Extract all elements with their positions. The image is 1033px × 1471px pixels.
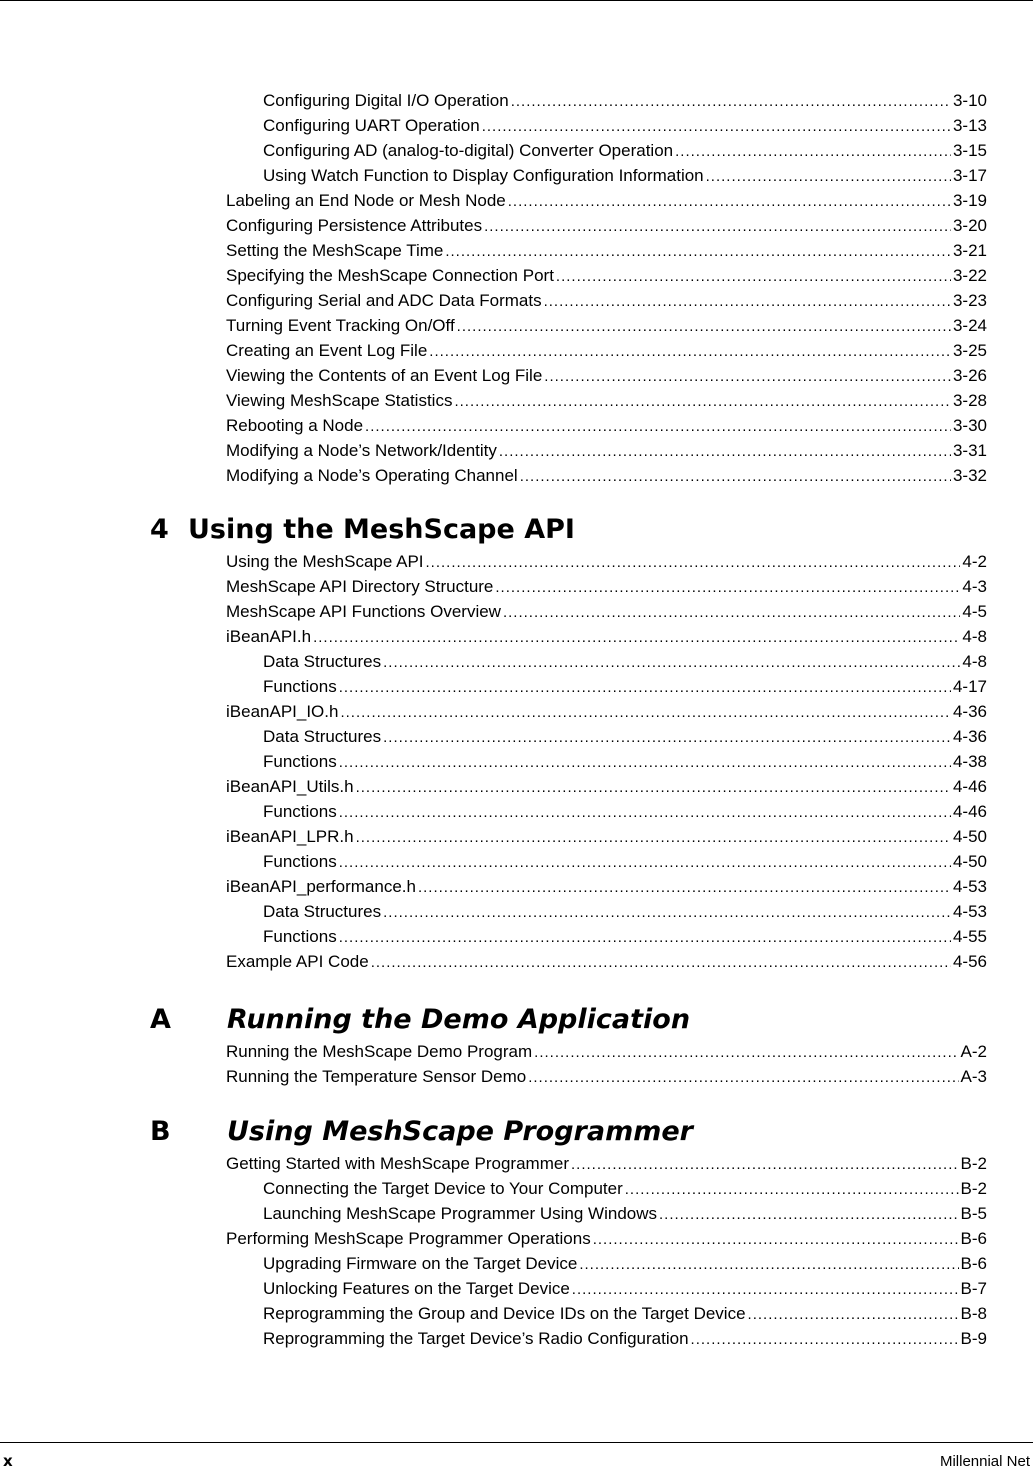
- toc-entry[interactable]: [263, 163, 987, 188]
- toc-entry-title: Performing MeshScape Programmer Operations: [226, 1229, 591, 1248]
- footer-rule: [0, 1442, 1033, 1443]
- toc-entry-page: A-3: [960, 1067, 987, 1086]
- toc-entry[interactable]: [263, 1176, 987, 1201]
- dot-leader: [426, 550, 961, 575]
- toc-entry-page: B-7: [960, 1279, 987, 1298]
- toc-entry-title: Functions: [263, 752, 337, 771]
- toc-entry-page: 4-50: [952, 827, 987, 846]
- toc-entry-page: 3-21: [952, 241, 987, 260]
- toc-entry-title: Modifying a Node’s Network/Identity: [226, 441, 497, 460]
- toc-entry[interactable]: [226, 949, 987, 974]
- dot-leader: [339, 675, 951, 700]
- dot-leader: [356, 825, 951, 850]
- toc-entry-title: Turning Event Tracking On/Off: [226, 316, 455, 335]
- toc-entry-title: iBeanAPI_LPR.h: [226, 827, 354, 846]
- dot-leader: [383, 900, 951, 925]
- toc-entry[interactable]: [226, 363, 987, 388]
- dot-leader: [499, 439, 951, 464]
- dot-leader: [571, 1152, 959, 1177]
- toc-entry-title: Running the Temperature Sensor Demo: [226, 1067, 527, 1086]
- toc-entry-page: 3-26: [952, 366, 987, 385]
- toc-entry-title: Specifying the MeshScape Connection Port: [226, 266, 554, 285]
- dot-leader: [454, 389, 951, 414]
- dot-leader: [484, 214, 951, 239]
- toc-entry[interactable]: [263, 899, 987, 924]
- toc-entry[interactable]: [263, 649, 987, 674]
- dot-leader: [339, 925, 951, 950]
- toc-entry[interactable]: [263, 799, 987, 824]
- chapter-title: Using MeshScape Programmer: [227, 1116, 693, 1147]
- toc-entry-page: 4-53: [952, 877, 987, 896]
- toc-entry-page: B-8: [960, 1304, 987, 1323]
- toc-entry-page: 4-56: [952, 952, 987, 971]
- dot-leader: [528, 1065, 958, 1090]
- dot-leader: [534, 1040, 958, 1065]
- dot-leader: [625, 1177, 959, 1202]
- dot-leader: [365, 414, 951, 439]
- dot-leader: [482, 114, 951, 139]
- toc-entry-page: 4-53: [952, 902, 987, 921]
- chapter-number: 4: [150, 514, 169, 545]
- dot-leader: [340, 700, 951, 725]
- toc-entry-page: B-2: [960, 1154, 987, 1173]
- dot-leader: [503, 600, 960, 625]
- chapter-title: Using the MeshScape API: [188, 514, 575, 545]
- dot-leader: [579, 1252, 958, 1277]
- toc-entry-title: Connecting the Target Device to Your Computer: [263, 1179, 623, 1198]
- dot-leader: [429, 339, 951, 364]
- toc-entry-page: 3-13: [952, 116, 987, 135]
- toc-entry[interactable]: [263, 1326, 987, 1351]
- toc-entry-title: Getting Started with MeshScape Programmer: [226, 1154, 569, 1173]
- toc-entry-title: Functions: [263, 677, 337, 696]
- toc-entry[interactable]: [263, 113, 987, 138]
- toc-entry[interactable]: [226, 188, 987, 213]
- toc-entry-page: 4-2: [962, 552, 987, 571]
- toc-entry-page: A-2: [960, 1042, 987, 1061]
- toc-entry-page: 4-8: [962, 652, 987, 671]
- chapter-number: B: [150, 1116, 171, 1147]
- toc-entry-title: Creating an Event Log File: [226, 341, 428, 360]
- toc-entry-page: 4-55: [952, 927, 987, 946]
- toc-entry[interactable]: [226, 599, 987, 624]
- toc-entry-page: 3-24: [952, 316, 987, 335]
- dot-leader: [383, 650, 960, 675]
- toc-entry-title: Example API Code: [226, 952, 369, 971]
- dot-leader: [593, 1227, 959, 1252]
- toc-entry[interactable]: [226, 438, 987, 463]
- toc-entry[interactable]: [263, 138, 987, 163]
- toc-entry-page: 3-25: [952, 341, 987, 360]
- toc-entry-page: 3-28: [952, 391, 987, 410]
- toc-entry-page: 3-15: [952, 141, 987, 160]
- toc-entry-page: 3-32: [952, 466, 987, 485]
- toc-entry-page: 3-23: [952, 291, 987, 310]
- toc-entry-title: Using the MeshScape API: [226, 552, 424, 571]
- toc-entry[interactable]: [263, 924, 987, 949]
- dot-leader: [706, 164, 951, 189]
- dot-leader: [748, 1302, 959, 1327]
- chapter-title: Running the Demo Application: [227, 1004, 691, 1035]
- toc-entry[interactable]: [226, 774, 987, 799]
- toc-entry[interactable]: [226, 313, 987, 338]
- toc-entry-title: Functions: [263, 852, 337, 871]
- dot-leader: [495, 575, 960, 600]
- toc-entry-title: Configuring AD (analog-to-digital) Converter Operation: [263, 141, 674, 160]
- chapter-number: A: [150, 1004, 171, 1035]
- toc-entry-page: 3-31: [952, 441, 987, 460]
- toc-entry-title: Using Watch Function to Display Configuration Information: [263, 166, 704, 185]
- dot-leader: [445, 239, 951, 264]
- toc-entry-title: Unlocking Features on the Target Device: [263, 1279, 570, 1298]
- toc-entry-page: 3-17: [952, 166, 987, 185]
- dot-leader: [457, 314, 951, 339]
- dot-leader: [339, 750, 951, 775]
- dot-leader: [339, 800, 951, 825]
- toc-entry-title: MeshScape API Directory Structure: [226, 577, 494, 596]
- toc-entry-page: 4-17: [952, 677, 987, 696]
- toc-entry-page: 3-10: [952, 91, 987, 110]
- toc-entry-page: B-9: [960, 1329, 987, 1348]
- toc-entry-title: Data Structures: [263, 902, 382, 921]
- toc-entry[interactable]: [226, 1039, 987, 1064]
- toc-entry-title: Functions: [263, 802, 337, 821]
- toc-entry[interactable]: [263, 1251, 987, 1276]
- toc-entry[interactable]: [263, 88, 987, 113]
- toc-entry-page: 4-46: [952, 777, 987, 796]
- toc-entry-title: iBeanAPI_performance.h: [226, 877, 416, 896]
- toc-entry-title: Configuring Persistence Attributes: [226, 216, 483, 235]
- toc-entry-title: Configuring Serial and ADC Data Formats: [226, 291, 542, 310]
- toc-entry-page: B-6: [960, 1254, 987, 1273]
- toc-entry-page: 3-20: [952, 216, 987, 235]
- toc-entry[interactable]: [226, 1064, 987, 1089]
- toc-entry-title: Configuring UART Operation: [263, 116, 480, 135]
- toc-entry-title: iBeanAPI_Utils.h: [226, 777, 354, 796]
- toc-entry-title: Labeling an End Node or Mesh Node: [226, 191, 506, 210]
- toc-entry-title: Data Structures: [263, 727, 382, 746]
- toc-entry-page: 4-5: [962, 602, 987, 621]
- dot-leader: [418, 875, 951, 900]
- toc-entry-title: iBeanAPI.h: [226, 627, 312, 646]
- toc-entry[interactable]: [226, 549, 987, 574]
- dot-leader: [371, 950, 951, 975]
- dot-leader: [339, 850, 951, 875]
- dot-leader: [520, 464, 951, 489]
- toc-entry-page: 4-8: [962, 627, 987, 646]
- dot-leader: [383, 725, 951, 750]
- toc-entry-title: Rebooting a Node: [226, 416, 364, 435]
- toc-entry-title: Functions: [263, 927, 337, 946]
- toc-entry-title: Viewing the Contents of an Event Log File: [226, 366, 543, 385]
- dot-leader: [313, 625, 960, 650]
- dot-leader: [675, 139, 951, 164]
- toc-entry-title: Configuring Digital I/O Operation: [263, 91, 509, 110]
- toc-entry[interactable]: [263, 1276, 987, 1301]
- toc-entry-title: Data Structures: [263, 652, 382, 671]
- toc-entry[interactable]: [226, 213, 987, 238]
- toc-entry-title: Launching MeshScape Programmer Using Windows: [263, 1204, 658, 1223]
- toc-entry-page: 4-50: [952, 852, 987, 871]
- dot-leader: [544, 364, 951, 389]
- toc-entry[interactable]: [226, 624, 987, 649]
- dot-leader: [508, 189, 951, 214]
- toc-entry-page: 4-38: [952, 752, 987, 771]
- toc-entry-page: B-6: [960, 1229, 987, 1248]
- dot-leader: [556, 264, 951, 289]
- toc-entry[interactable]: [263, 749, 987, 774]
- toc-entry-page: 4-46: [952, 802, 987, 821]
- dot-leader: [511, 89, 951, 114]
- toc-entry-title: Reprogramming the Group and Device IDs on the Target Device: [263, 1304, 746, 1323]
- toc-entry[interactable]: [226, 699, 987, 724]
- toc-entry-page: 3-22: [952, 266, 987, 285]
- toc-entry-page: 4-36: [952, 727, 987, 746]
- toc-entry[interactable]: [226, 338, 987, 363]
- toc-entry[interactable]: [226, 413, 987, 438]
- toc-entry[interactable]: [263, 724, 987, 749]
- toc-entry[interactable]: [263, 1201, 987, 1226]
- footer-page-number: x: [3, 1452, 13, 1470]
- toc-entry-title: Upgrading Firmware on the Target Device: [263, 1254, 578, 1273]
- top-rule: [0, 0, 1033, 1]
- dot-leader: [659, 1202, 959, 1227]
- toc-entry-page: B-5: [960, 1204, 987, 1223]
- toc-entry[interactable]: [226, 574, 987, 599]
- toc-entry-title: MeshScape API Functions Overview: [226, 602, 501, 621]
- toc-entry-title: Modifying a Node’s Operating Channel: [226, 466, 518, 485]
- toc-entry-title: Setting the MeshScape Time: [226, 241, 444, 260]
- toc-entry-page: 3-19: [952, 191, 987, 210]
- toc-entry-title: Reprogramming the Target Device’s Radio Configuration: [263, 1329, 689, 1348]
- toc-entry[interactable]: [263, 1301, 987, 1326]
- dot-leader: [544, 289, 951, 314]
- toc-entry[interactable]: [226, 288, 987, 313]
- dot-leader: [356, 775, 951, 800]
- toc-entry[interactable]: [226, 824, 987, 849]
- toc-entry[interactable]: [226, 238, 987, 263]
- toc-entry-title: Running the MeshScape Demo Program: [226, 1042, 533, 1061]
- toc-entry-title: iBeanAPI_IO.h: [226, 702, 339, 721]
- footer-company: Millennial Net: [939, 1453, 1030, 1470]
- toc-entry-title: Viewing MeshScape Statistics: [226, 391, 453, 410]
- toc-entry[interactable]: [263, 849, 987, 874]
- toc-entry[interactable]: [226, 1151, 987, 1176]
- toc-entry[interactable]: [226, 463, 987, 488]
- toc-entry-page: 3-30: [952, 416, 987, 435]
- toc-entry[interactable]: [226, 388, 987, 413]
- toc-entry-page: 4-36: [952, 702, 987, 721]
- toc-entry-page: B-2: [960, 1179, 987, 1198]
- dot-leader: [572, 1277, 959, 1302]
- toc-entry-page: 4-3: [962, 577, 987, 596]
- toc-entry[interactable]: [263, 674, 987, 699]
- dot-leader: [691, 1327, 959, 1352]
- toc-entry[interactable]: [226, 263, 987, 288]
- toc-entry[interactable]: [226, 874, 987, 899]
- toc-entry[interactable]: [226, 1226, 987, 1251]
